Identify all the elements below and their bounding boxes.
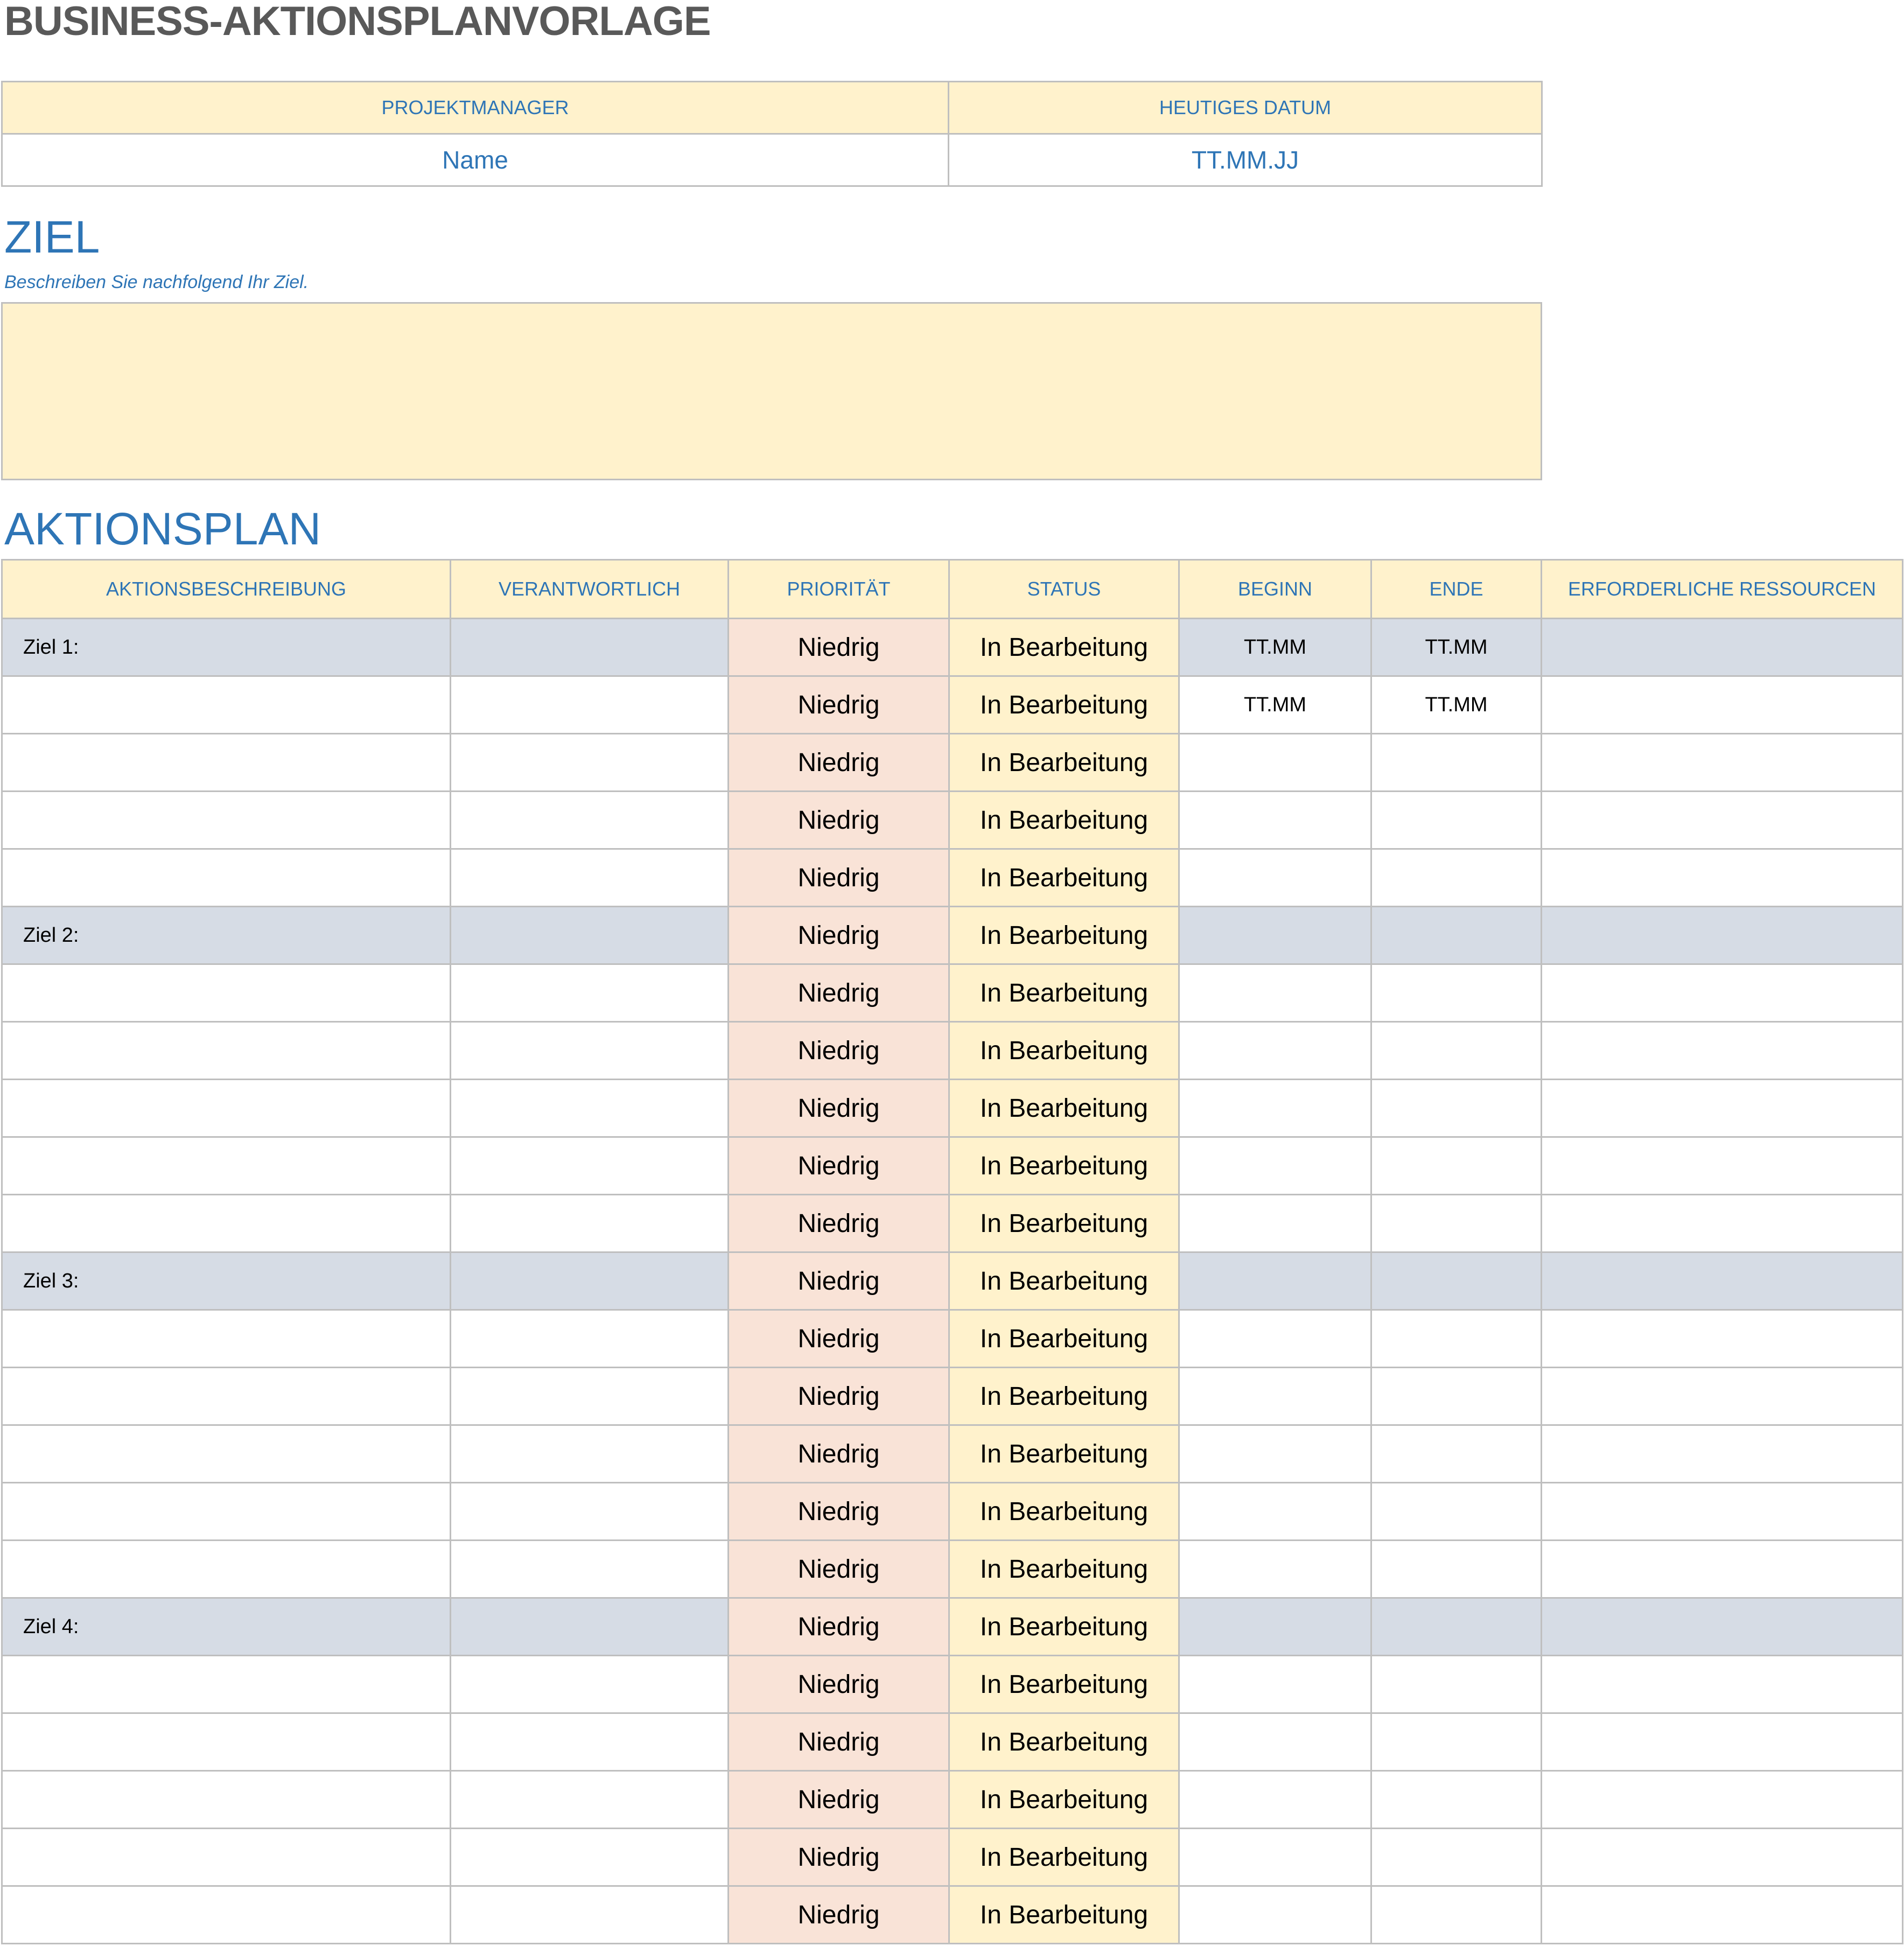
responsible-cell[interactable] xyxy=(451,1483,729,1541)
start-date-cell[interactable] xyxy=(1179,1598,1371,1656)
end-date-cell[interactable] xyxy=(1371,1022,1542,1080)
responsible-cell[interactable] xyxy=(451,1310,729,1368)
description-cell[interactable] xyxy=(2,1541,451,1598)
priority-cell[interactable]: Niedrig xyxy=(729,907,949,964)
action-row xyxy=(2,734,1903,792)
start-date-cell[interactable] xyxy=(1179,964,1371,1022)
action-row xyxy=(2,1425,1903,1483)
start-date-cell[interactable] xyxy=(1179,849,1371,907)
description-cell[interactable] xyxy=(2,734,451,792)
priority-cell[interactable]: Niedrig xyxy=(729,1425,949,1483)
column-header-responsible: VERANTWORTLICH xyxy=(451,560,729,619)
responsible-cell[interactable] xyxy=(451,734,729,792)
project-manager-label: PROJEKTMANAGER xyxy=(2,82,949,134)
start-date-cell[interactable] xyxy=(1179,1713,1371,1771)
description-cell[interactable] xyxy=(2,792,451,849)
end-date-cell[interactable] xyxy=(1371,734,1542,792)
priority-cell[interactable]: Niedrig xyxy=(729,1886,949,1944)
description-cell[interactable] xyxy=(2,1713,451,1771)
action-row xyxy=(2,1771,1903,1829)
status-cell[interactable]: In Bearbeitung xyxy=(949,619,1179,676)
status-cell[interactable]: In Bearbeitung xyxy=(949,1080,1179,1137)
priority-cell[interactable]: Niedrig xyxy=(729,849,949,907)
action-row xyxy=(2,1886,1903,1944)
end-date-cell[interactable] xyxy=(1371,1195,1542,1252)
description-cell[interactable] xyxy=(2,1195,451,1252)
start-date-cell[interactable] xyxy=(1179,1483,1371,1541)
action-row xyxy=(2,792,1903,849)
action-row xyxy=(2,676,1903,734)
resources-cell[interactable] xyxy=(1542,1886,1903,1944)
start-date-cell[interactable] xyxy=(1179,1368,1371,1425)
description-cell[interactable] xyxy=(2,849,451,907)
goal-row xyxy=(2,907,1903,964)
column-header-description: AKTIONSBESCHREIBUNG xyxy=(2,560,451,619)
resources-cell[interactable] xyxy=(1542,1425,1903,1483)
action-row xyxy=(2,964,1903,1022)
responsible-cell[interactable] xyxy=(451,1137,729,1195)
goal-heading: ZIEL xyxy=(4,212,100,262)
start-date-cell[interactable] xyxy=(1179,734,1371,792)
resources-cell[interactable] xyxy=(1542,1713,1903,1771)
project-manager-field[interactable]: Name xyxy=(2,134,949,186)
status-cell[interactable]: In Bearbeitung xyxy=(949,1483,1179,1541)
priority-cell[interactable]: Niedrig xyxy=(729,792,949,849)
status-cell[interactable]: In Bearbeitung xyxy=(949,1656,1179,1713)
start-date-cell[interactable] xyxy=(1179,1829,1371,1886)
resources-cell[interactable] xyxy=(1542,1771,1903,1829)
status-cell[interactable]: In Bearbeitung xyxy=(949,792,1179,849)
action-plan-body xyxy=(2,619,1903,1944)
description-cell[interactable] xyxy=(2,1829,451,1886)
status-cell[interactable]: In Bearbeitung xyxy=(949,1425,1179,1483)
date-field[interactable]: TT.MM.JJ xyxy=(949,134,1542,186)
project-info-table xyxy=(1,81,1543,187)
action-plan-table xyxy=(1,559,1903,1944)
goal-text-area[interactable] xyxy=(1,302,1542,480)
description-cell[interactable]: Ziel 2: xyxy=(2,907,451,964)
action-row xyxy=(2,1080,1903,1137)
description-cell[interactable] xyxy=(2,1080,451,1137)
description-cell[interactable] xyxy=(2,1022,451,1080)
column-header-resources: ERFORDERLICHE RESSOURCEN xyxy=(1542,560,1903,619)
start-date-cell[interactable] xyxy=(1179,1886,1371,1944)
responsible-cell[interactable] xyxy=(451,1022,729,1080)
resources-cell[interactable] xyxy=(1542,1368,1903,1425)
status-cell[interactable]: In Bearbeitung xyxy=(949,1771,1179,1829)
responsible-cell[interactable] xyxy=(451,1080,729,1137)
priority-cell[interactable]: Niedrig xyxy=(729,1195,949,1252)
description-cell[interactable]: Ziel 1: xyxy=(2,619,451,676)
end-date-cell[interactable] xyxy=(1371,1080,1542,1137)
start-date-cell[interactable] xyxy=(1179,1252,1371,1310)
priority-cell[interactable]: Niedrig xyxy=(729,1771,949,1829)
priority-cell[interactable]: Niedrig xyxy=(729,1713,949,1771)
responsible-cell[interactable] xyxy=(451,1829,729,1886)
end-date-cell[interactable] xyxy=(1371,1310,1542,1368)
date-label: HEUTIGES DATUM xyxy=(949,82,1542,134)
end-date-cell[interactable] xyxy=(1371,1771,1542,1829)
resources-cell[interactable] xyxy=(1542,1195,1903,1252)
description-cell[interactable] xyxy=(2,1425,451,1483)
column-header-start: BEGINN xyxy=(1179,560,1371,619)
status-cell[interactable]: In Bearbeitung xyxy=(949,849,1179,907)
start-date-cell[interactable] xyxy=(1179,1656,1371,1713)
start-date-cell[interactable] xyxy=(1179,1541,1371,1598)
status-cell[interactable]: In Bearbeitung xyxy=(949,1137,1179,1195)
start-date-cell[interactable] xyxy=(1179,1771,1371,1829)
description-cell[interactable] xyxy=(2,1886,451,1944)
status-cell[interactable]: In Bearbeitung xyxy=(949,907,1179,964)
column-header-status: STATUS xyxy=(949,560,1179,619)
responsible-cell[interactable] xyxy=(451,1598,729,1656)
status-cell[interactable]: In Bearbeitung xyxy=(949,734,1179,792)
description-cell[interactable] xyxy=(2,964,451,1022)
action-row xyxy=(2,1022,1903,1080)
end-date-cell[interactable] xyxy=(1371,1656,1542,1713)
priority-cell[interactable]: Niedrig xyxy=(729,1310,949,1368)
action-row xyxy=(2,849,1903,907)
status-cell[interactable]: In Bearbeitung xyxy=(949,1713,1179,1771)
resources-cell[interactable] xyxy=(1542,907,1903,964)
responsible-cell[interactable] xyxy=(451,1886,729,1944)
status-cell[interactable]: In Bearbeitung xyxy=(949,1195,1179,1252)
status-cell[interactable]: In Bearbeitung xyxy=(949,1829,1179,1886)
end-date-cell[interactable] xyxy=(1371,1829,1542,1886)
end-date-cell[interactable] xyxy=(1371,792,1542,849)
goal-row xyxy=(2,1252,1903,1310)
resources-cell[interactable] xyxy=(1542,1022,1903,1080)
description-cell[interactable] xyxy=(2,1656,451,1713)
resources-cell[interactable] xyxy=(1542,1310,1903,1368)
start-date-cell[interactable] xyxy=(1179,1425,1371,1483)
end-date-cell[interactable] xyxy=(1371,1137,1542,1195)
resources-cell[interactable] xyxy=(1542,1483,1903,1541)
priority-cell[interactable]: Niedrig xyxy=(729,1541,949,1598)
status-cell[interactable]: In Bearbeitung xyxy=(949,1598,1179,1656)
end-date-cell[interactable] xyxy=(1371,1483,1542,1541)
description-cell[interactable] xyxy=(2,1368,451,1425)
responsible-cell[interactable] xyxy=(451,792,729,849)
responsible-cell[interactable] xyxy=(451,1541,729,1598)
status-cell[interactable]: In Bearbeitung xyxy=(949,1252,1179,1310)
resources-cell[interactable] xyxy=(1542,619,1903,676)
end-date-cell[interactable] xyxy=(1371,849,1542,907)
status-cell[interactable]: In Bearbeitung xyxy=(949,1368,1179,1425)
start-date-cell[interactable]: TT.MM xyxy=(1179,676,1371,734)
priority-cell[interactable]: Niedrig xyxy=(729,1829,949,1886)
responsible-cell[interactable] xyxy=(451,1252,729,1310)
resources-cell[interactable] xyxy=(1542,849,1903,907)
action-row xyxy=(2,1713,1903,1771)
resources-cell[interactable] xyxy=(1542,1598,1903,1656)
resources-cell[interactable] xyxy=(1542,964,1903,1022)
start-date-cell[interactable] xyxy=(1179,907,1371,964)
status-cell[interactable]: In Bearbeitung xyxy=(949,676,1179,734)
column-header-priority: PRIORITÄT xyxy=(729,560,949,619)
description-cell[interactable] xyxy=(2,1310,451,1368)
action-row xyxy=(2,1541,1903,1598)
priority-cell[interactable]: Niedrig xyxy=(729,1483,949,1541)
priority-cell[interactable]: Niedrig xyxy=(729,734,949,792)
responsible-cell[interactable] xyxy=(451,619,729,676)
responsible-cell[interactable] xyxy=(451,849,729,907)
status-cell[interactable]: In Bearbeitung xyxy=(949,1022,1179,1080)
resources-cell[interactable] xyxy=(1542,792,1903,849)
resources-cell[interactable] xyxy=(1542,1080,1903,1137)
responsible-cell[interactable] xyxy=(451,1771,729,1829)
start-date-cell[interactable] xyxy=(1179,1310,1371,1368)
description-cell[interactable] xyxy=(2,1137,451,1195)
end-date-cell[interactable] xyxy=(1371,1425,1542,1483)
end-date-cell[interactable] xyxy=(1371,1252,1542,1310)
goal-row xyxy=(2,1598,1903,1656)
description-cell[interactable]: Ziel 3: xyxy=(2,1252,451,1310)
priority-cell[interactable]: Niedrig xyxy=(729,1022,949,1080)
end-date-cell[interactable] xyxy=(1371,1541,1542,1598)
action-row xyxy=(2,1137,1903,1195)
priority-cell[interactable]: Niedrig xyxy=(729,1137,949,1195)
start-date-cell[interactable] xyxy=(1179,1195,1371,1252)
action-row xyxy=(2,1483,1903,1541)
start-date-cell[interactable] xyxy=(1179,1022,1371,1080)
end-date-cell[interactable] xyxy=(1371,907,1542,964)
priority-cell[interactable]: Niedrig xyxy=(729,1598,949,1656)
priority-cell[interactable]: Niedrig xyxy=(729,619,949,676)
description-cell[interactable]: Ziel 4: xyxy=(2,1598,451,1656)
end-date-cell[interactable] xyxy=(1371,1886,1542,1944)
goal-subtitle: Beschreiben Sie nachfolgend Ihr Ziel. xyxy=(4,272,309,292)
priority-cell[interactable]: Niedrig xyxy=(729,1080,949,1137)
end-date-cell[interactable] xyxy=(1371,964,1542,1022)
responsible-cell[interactable] xyxy=(451,1195,729,1252)
resources-cell[interactable] xyxy=(1542,1656,1903,1713)
responsible-cell[interactable] xyxy=(451,1368,729,1425)
responsible-cell[interactable] xyxy=(451,1425,729,1483)
resources-cell[interactable] xyxy=(1542,1541,1903,1598)
action-plan-heading: AKTIONSPLAN xyxy=(4,503,321,554)
page-title: BUSINESS-AKTIONSPLANVORLAGE xyxy=(4,0,711,44)
start-date-cell[interactable] xyxy=(1179,1137,1371,1195)
action-row xyxy=(2,1829,1903,1886)
action-row xyxy=(2,1310,1903,1368)
resources-cell[interactable] xyxy=(1542,1252,1903,1310)
end-date-cell[interactable]: TT.MM xyxy=(1371,676,1542,734)
description-cell[interactable] xyxy=(2,676,451,734)
goal-row xyxy=(2,619,1903,676)
responsible-cell[interactable] xyxy=(451,676,729,734)
resources-cell[interactable] xyxy=(1542,1137,1903,1195)
action-row xyxy=(2,1195,1903,1252)
description-cell[interactable] xyxy=(2,1483,451,1541)
status-cell[interactable]: In Bearbeitung xyxy=(949,1541,1179,1598)
resources-cell[interactable] xyxy=(1542,734,1903,792)
end-date-cell[interactable] xyxy=(1371,1713,1542,1771)
column-header-end: ENDE xyxy=(1371,560,1542,619)
responsible-cell[interactable] xyxy=(451,1713,729,1771)
status-cell[interactable]: In Bearbeitung xyxy=(949,1310,1179,1368)
start-date-cell[interactable] xyxy=(1179,792,1371,849)
responsible-cell[interactable] xyxy=(451,907,729,964)
end-date-cell[interactable]: TT.MM xyxy=(1371,619,1542,676)
priority-cell[interactable]: Niedrig xyxy=(729,1252,949,1310)
status-cell[interactable]: In Bearbeitung xyxy=(949,1886,1179,1944)
resources-cell[interactable] xyxy=(1542,1829,1903,1886)
priority-cell[interactable]: Niedrig xyxy=(729,676,949,734)
description-cell[interactable] xyxy=(2,1771,451,1829)
priority-cell[interactable]: Niedrig xyxy=(729,1656,949,1713)
end-date-cell[interactable] xyxy=(1371,1368,1542,1425)
action-row xyxy=(2,1368,1903,1425)
priority-cell[interactable]: Niedrig xyxy=(729,964,949,1022)
status-cell[interactable]: In Bearbeitung xyxy=(949,964,1179,1022)
action-row xyxy=(2,1656,1903,1713)
action-plan-header-row xyxy=(2,560,1903,619)
start-date-cell[interactable] xyxy=(1179,1080,1371,1137)
responsible-cell[interactable] xyxy=(451,1656,729,1713)
priority-cell[interactable]: Niedrig xyxy=(729,1368,949,1425)
start-date-cell[interactable]: TT.MM xyxy=(1179,619,1371,676)
responsible-cell[interactable] xyxy=(451,964,729,1022)
resources-cell[interactable] xyxy=(1542,676,1903,734)
end-date-cell[interactable] xyxy=(1371,1598,1542,1656)
